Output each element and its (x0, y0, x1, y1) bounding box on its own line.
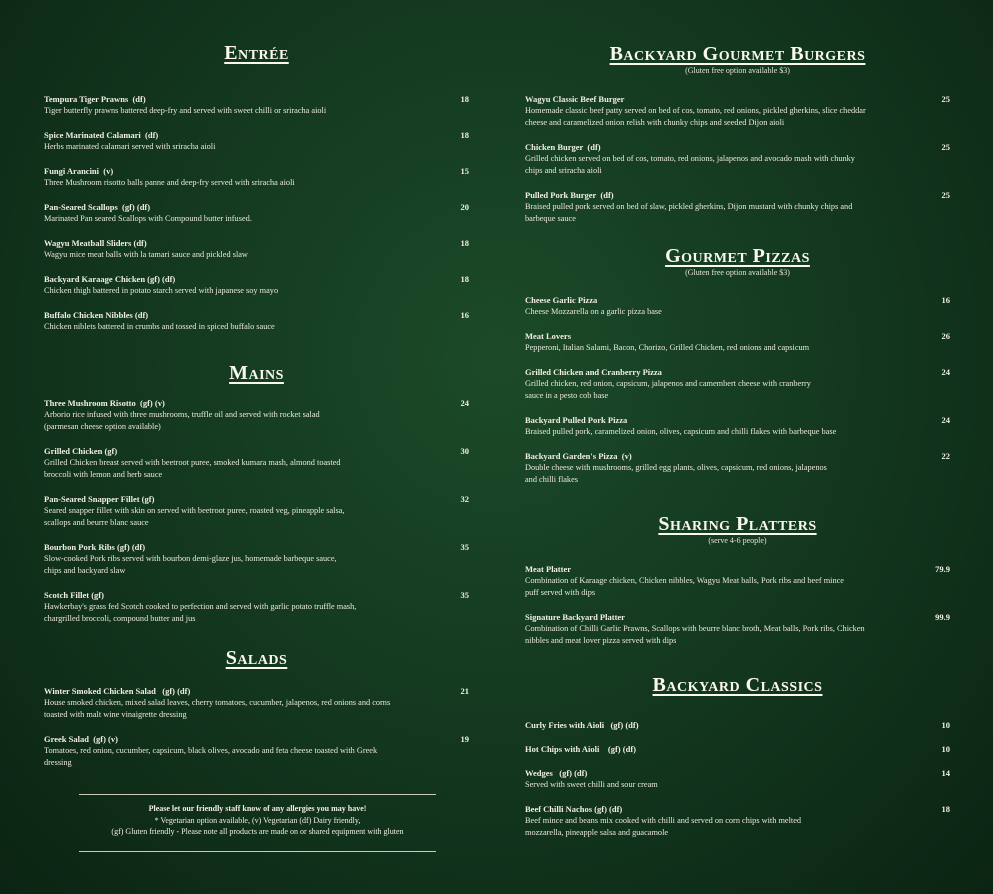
item-description: Arborio rice infused with three mushrooms, truffle oil and served with rocket salad (parmesan cheese option available) (44, 410, 320, 431)
menu-item (525, 803, 950, 839)
item-description: Double cheese with mushrooms, grilled egg plants, olives, capsicum, red onions, jalapenos and chilli flakes (525, 463, 827, 484)
item-name: Wagyu Classic Beef Burger (525, 94, 625, 104)
item-description: Grilled chicken served on bed of cos, tomato, red onions, jalapenos and avocado mash with chunky chips and sriracha aioli (525, 154, 855, 175)
item-name: Meat Platter (525, 564, 572, 574)
item-description: Beef mince and beans mix cooked with chilli and served on corn chips with melted mozzarella, pineapple salsa and guacamole (525, 816, 802, 837)
item-name: Signature Backyard Platter (525, 612, 625, 622)
item-name: Beef Chilli Nachos (gf) (df) (525, 804, 623, 814)
item-price: 18 (941, 804, 950, 814)
item-price: 35 (460, 542, 469, 552)
item-name: Curly Fries with Aioli (gf) (df) (525, 720, 639, 730)
item-price: 32 (460, 494, 469, 504)
menu-item (44, 493, 469, 529)
menu-item (525, 294, 950, 318)
item-name: Chicken Burger (df) (525, 142, 601, 152)
item-price: 25 (941, 94, 950, 104)
item-description: Tomatoes, red onion, cucumber, capsicum, black olives, avocado and feta cheese toasted with Greek dressing (44, 746, 378, 767)
item-price: 14 (941, 768, 950, 778)
menu-item (525, 141, 950, 177)
item-description: Chicken niblets battered in crumbs and tossed in spiced buffalo sauce (44, 322, 275, 331)
item-price: 15 (460, 166, 469, 176)
item-name: Fungi Arancini (v) (44, 166, 114, 176)
item-description: House smoked chicken, mixed salad leaves, cherry tomatoes, cucumber, jalapenos, red onions and corns toasted with malt wine vinaigrette dressing (44, 698, 391, 719)
item-price: 22 (941, 451, 950, 461)
entree-heading: Entrée (224, 42, 289, 64)
menu-item (44, 273, 469, 297)
platters-heading: Sharing Platters (658, 513, 817, 535)
item-price: 26 (941, 331, 950, 341)
menu-item (44, 589, 469, 625)
menu-item (44, 397, 469, 433)
menu-item (525, 743, 950, 755)
menu-item (525, 719, 950, 731)
menu-item (44, 237, 469, 261)
item-description: Combination of Chilli Garlic Prawns, Scallops with beurre blanc broth, Meat balls, Pork ribs, Chicken nibbles and meat lover pizza served with dips (525, 624, 865, 645)
menu-item (44, 733, 469, 769)
item-price: 20 (460, 202, 469, 212)
item-description: Braised pulled pork served on bed of slaw, pickled gherkins, Dijon mustard with chunky chips and barbeque sauce (525, 202, 853, 223)
item-price: 24 (460, 398, 469, 408)
menu-item (525, 450, 950, 486)
item-price: 18 (460, 130, 469, 140)
item-name: Grilled Chicken and Cranberry Pizza (525, 367, 662, 377)
allergy-note-gluten: (gf) Gluten friendly - Please note all products are made on or shared equipment with gluten (111, 827, 404, 836)
menu-item (525, 414, 950, 438)
item-description: Seared snapper fillet with skin on served with beetroot puree, roasted veg, pineapple salsa, scallops and beurre blanc sauce (44, 506, 345, 527)
pizzas-subnote: (Gluten free option available $3) (685, 268, 790, 277)
item-price: 10 (941, 720, 950, 730)
item-name: Scotch Fillet (gf) (44, 590, 104, 600)
item-price: 99.9 (935, 612, 950, 622)
item-description: Served with sweet chilli and sour cream (525, 780, 658, 789)
mains-heading: Mains (229, 362, 284, 384)
item-name: Pan-Seared Scallops (gf) (df) (44, 202, 151, 212)
item-price: 79.9 (935, 564, 950, 574)
item-name: Cheese Garlic Pizza (525, 295, 598, 305)
item-description: Herbs marinated calamari served with sriracha aioli (44, 142, 216, 151)
item-description: Tiger butterfly prawns battered deep-fry and served with sweet chilli or sriracha aioli (44, 106, 327, 115)
menu-item (44, 93, 469, 117)
item-price: 18 (460, 238, 469, 248)
item-price: 18 (460, 274, 469, 284)
platters-subnote: (serve 4-6 people) (708, 536, 767, 545)
menu-item (44, 129, 469, 153)
menu-item (525, 767, 950, 791)
item-name: Backyard Pulled Pork Pizza (525, 415, 628, 425)
item-name: Buffalo Chicken Nibbles (df) (44, 310, 149, 320)
item-description: Chicken thigh battered in potato starch served with japanese soy mayo (44, 286, 279, 295)
item-name: Grilled Chicken (gf) (44, 446, 118, 456)
item-description: Hawkerbay's grass fed Scotch cooked to perfection and served with garlic potato truffle mash, chargrilled broccoli, compound butter and jus (44, 602, 357, 623)
menu-item (525, 366, 950, 402)
item-price: 19 (460, 734, 469, 744)
item-price: 30 (460, 446, 469, 456)
item-description: Wagyu mice meat balls with la tamari sauce and pickled slaw (44, 250, 248, 259)
menu-item (44, 445, 469, 481)
item-description: Grilled chicken, red onion, capsicum, jalapenos and camembert cheese with cranberry sauce in a pesto cob base (525, 379, 811, 400)
item-description: Homemade classic beef patty served on bed of cos, tomato, red onions, pickled gherkins, slice cheddar cheese and caramelized onion relish with chunky chips and seeded Dijon aioli (525, 106, 866, 127)
item-price: 25 (941, 142, 950, 152)
item-description: Combination of Karaage chicken, Chicken nibbles, Wagyu Meat balls, Pork ribs and beef mince puff served with dips (525, 576, 844, 597)
item-name: Meat Lovers (525, 331, 572, 341)
item-price: 10 (941, 744, 950, 754)
item-price: 16 (460, 310, 469, 320)
item-description: Slow-cooked Pork ribs served with bourbon demi-glaze jus, homemade barbeque sauce, chips and backyard slaw (44, 554, 337, 575)
item-name: Bourbon Pork Ribs (gf) (df) (44, 542, 146, 552)
item-name: Wedges (gf) (df) (525, 768, 588, 778)
menu-item (525, 93, 950, 129)
menu-item (44, 165, 469, 189)
item-name: Three Mushroom Risotto (gf) (v) (44, 398, 165, 408)
item-name: Pan-Seared Snapper Fillet (gf) (44, 494, 155, 504)
menu-item (525, 563, 950, 599)
menu-item (525, 330, 950, 354)
menu-item (525, 189, 950, 225)
allergy-note (79, 794, 436, 852)
menu-item (44, 201, 469, 225)
item-price: 25 (941, 190, 950, 200)
item-description: Cheese Mozzarella on a garlic pizza base (525, 307, 662, 316)
item-name: Backyard Garden's Pizza (v) (525, 451, 632, 461)
item-name: Hot Chips with Aioli (gf) (df) (525, 744, 636, 754)
item-price: 16 (941, 295, 950, 305)
item-price: 35 (460, 590, 469, 600)
item-name: Winter Smoked Chicken Salad (gf) (df) (44, 686, 191, 696)
item-name: Pulled Pork Burger (df) (525, 190, 614, 200)
item-price: 24 (941, 415, 950, 425)
item-description: Three Mushroom risotto balls panne and deep-fry served with sriracha aioli (44, 178, 295, 187)
menu-item (44, 541, 469, 577)
item-description: Marinated Pan seared Scallops with Compound butter infused. (44, 214, 252, 223)
allergy-note-legend: * Vegetarian option available, (v) Vegetarian (df) Dairy friendly, (154, 815, 361, 825)
allergy-note-title: Please let our friendly staff know of any allergies you may have! (148, 804, 367, 813)
classics-heading: Backyard Classics (652, 674, 823, 696)
item-description: Grilled Chicken breast served with beetroot puree, smoked kumara mash, almond toasted broccoli with lemon and herb sauce (44, 458, 341, 479)
salads-heading: Salads (225, 647, 288, 669)
item-name: Backyard Karaage Chicken (gf) (df) (44, 274, 176, 284)
item-name: Wagyu Meatball Sliders (df) (44, 238, 147, 248)
item-description: Pepperoni, Italian Salami, Bacon, Chorizo, Grilled Chicken, red onions and capsicum (525, 343, 810, 352)
item-name: Spice Marinated Calamari (df) (44, 130, 159, 140)
menu-item (44, 685, 469, 721)
item-price: 21 (460, 686, 469, 696)
pizzas-heading: Gourmet Pizzas (665, 245, 810, 267)
menu-item (525, 611, 950, 647)
item-price: 24 (941, 367, 950, 377)
item-price: 18 (460, 94, 469, 104)
menu-item (44, 309, 469, 333)
burgers-subnote: (Gluten free option available $3) (685, 66, 790, 75)
item-name: Tempura Tiger Prawns (df) (44, 94, 146, 104)
item-name: Greek Salad (gf) (v) (44, 734, 118, 744)
burgers-heading: Backyard Gourmet Burgers (609, 43, 866, 65)
item-description: Braised pulled pork, caramelized onion, olives, capsicum and chilli flakes with barbeque base (525, 427, 837, 436)
